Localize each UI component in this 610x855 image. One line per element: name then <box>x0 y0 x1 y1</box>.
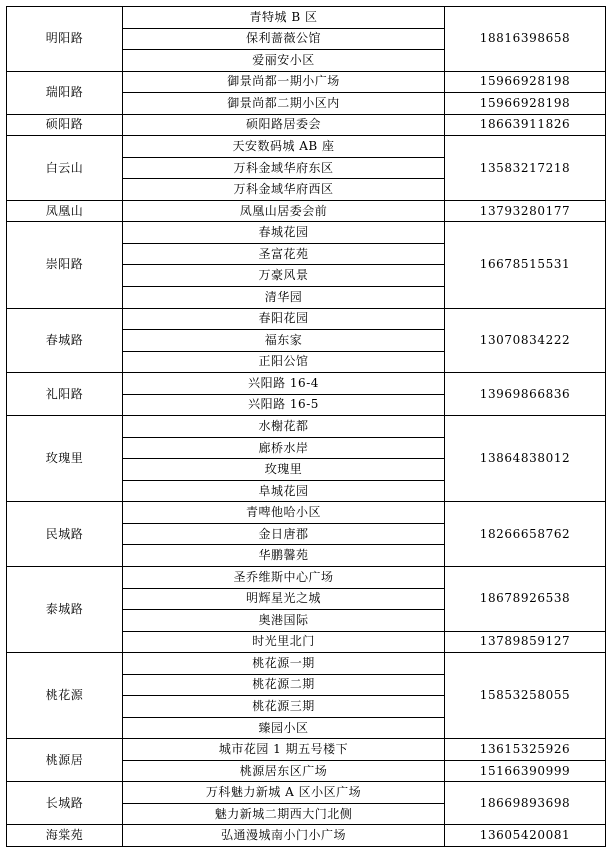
row-divider <box>122 717 445 718</box>
table-border-right <box>605 6 606 847</box>
place-cell: 水榭花都 <box>258 418 309 433</box>
place-cell: 华鹏馨苑 <box>258 548 309 563</box>
row-divider <box>122 49 445 50</box>
row-divider <box>122 523 445 524</box>
place-cell: 阜城花园 <box>258 483 309 498</box>
place-cell: 春城花园 <box>258 225 309 240</box>
place-cell: 兴阳路 16-4 <box>248 375 319 390</box>
place-cell: 保利蔷薇公馆 <box>245 31 321 46</box>
place-cell: 清华园 <box>264 289 303 304</box>
row-divider <box>122 588 445 589</box>
row-divider <box>444 760 606 761</box>
row-divider <box>122 157 445 158</box>
area-cell: 玫瑰里 <box>45 451 84 466</box>
area-cell: 礼阳路 <box>45 386 84 401</box>
row-divider <box>122 760 445 761</box>
place-cell: 金日唐郡 <box>258 526 309 541</box>
area-cell: 白云山 <box>45 160 84 175</box>
area-cell: 瑞阳路 <box>45 85 84 100</box>
phone-cell: 18663911826 <box>479 117 571 132</box>
place-cell: 御景尚都一期小广场 <box>227 74 340 89</box>
row-divider <box>122 437 445 438</box>
place-cell: 春阳花园 <box>258 311 309 326</box>
place-cell: 廊桥水岸 <box>258 440 309 455</box>
place-cell: 臻园小区 <box>258 720 309 735</box>
place-cell: 桃源居东区广场 <box>239 763 328 778</box>
phone-cell: 15853258055 <box>479 688 571 703</box>
phone-cell: 13605420081 <box>479 828 571 843</box>
area-cell: 桃源居 <box>45 752 84 767</box>
phone-cell: 13583217218 <box>479 160 571 175</box>
place-cell: 凤凰山居委会前 <box>239 203 328 218</box>
place-cell: 圣富花苑 <box>258 246 309 261</box>
place-cell: 万科金域华府东区 <box>233 160 334 175</box>
phone-cell: 15166390999 <box>479 763 571 778</box>
area-cell: 崇阳路 <box>45 257 84 272</box>
phone-cell: 18266658762 <box>479 526 571 541</box>
row-divider <box>122 695 445 696</box>
row-divider <box>122 394 445 395</box>
group-divider <box>6 846 606 847</box>
phone-cell: 13969866836 <box>479 386 571 401</box>
place-cell: 万科魅力新城 A 区小区广场 <box>205 785 362 800</box>
phone-cell: 13864838012 <box>479 451 571 466</box>
place-cell: 正阳公馆 <box>258 354 309 369</box>
phone-cell: 13070834222 <box>479 332 571 347</box>
row-divider <box>122 178 445 179</box>
place-cell: 爱丽安小区 <box>252 52 315 67</box>
row-divider <box>122 28 445 29</box>
phone-cell: 13789859127 <box>479 634 571 649</box>
phone-cell: 15966928198 <box>479 95 571 110</box>
row-divider <box>122 286 445 287</box>
phone-cell: 13793280177 <box>479 203 571 218</box>
place-cell: 青啤他哈小区 <box>245 505 321 520</box>
place-cell: 万豪风景 <box>258 268 309 283</box>
row-divider <box>122 544 445 545</box>
place-cell: 桃花源一期 <box>252 655 315 670</box>
row-divider <box>122 264 445 265</box>
place-cell: 御景尚都二期小区内 <box>227 95 340 110</box>
row-divider <box>122 243 445 244</box>
place-cell: 奥港国际 <box>258 612 309 627</box>
place-cell: 万科金域华府西区 <box>233 182 334 197</box>
place-cell: 桃花源三期 <box>252 698 315 713</box>
row-divider <box>122 92 445 93</box>
phone-cell: 13615325926 <box>479 742 571 757</box>
row-divider <box>122 631 445 632</box>
area-cell: 长城路 <box>45 795 84 810</box>
row-divider <box>122 351 445 352</box>
place-cell: 桃花源二期 <box>252 677 315 692</box>
place-cell: 玫瑰里 <box>264 462 303 477</box>
area-cell: 明阳路 <box>45 31 84 46</box>
row-divider <box>122 674 445 675</box>
area-cell: 硕阳路 <box>45 117 84 132</box>
area-cell: 泰城路 <box>45 602 84 617</box>
place-cell: 兴阳路 16-5 <box>248 397 319 412</box>
place-cell: 圣乔维斯中心广场 <box>233 569 334 584</box>
area-cell: 凤凰山 <box>45 203 84 218</box>
area-cell: 民城路 <box>45 526 84 541</box>
place-cell: 魅力新城二期西大门北侧 <box>214 806 353 821</box>
place-cell: 时光里北门 <box>252 634 315 649</box>
phone-cell: 18678926538 <box>479 591 571 606</box>
row-divider <box>122 458 445 459</box>
place-cell: 青特城 B 区 <box>249 9 318 24</box>
place-cell: 硕阳路居委会 <box>245 117 321 132</box>
row-divider <box>122 609 445 610</box>
place-cell: 福东家 <box>264 332 303 347</box>
row-divider <box>444 631 606 632</box>
row-divider <box>122 480 445 481</box>
row-divider <box>444 92 606 93</box>
phone-cell: 18669893698 <box>479 795 571 810</box>
row-divider <box>122 803 445 804</box>
place-cell: 弘通漫城南小门小广场 <box>220 828 346 843</box>
place-cell: 明辉星光之城 <box>245 591 321 606</box>
area-cell: 春城路 <box>45 332 84 347</box>
area-cell: 海棠苑 <box>45 828 84 843</box>
phone-cell: 18816398658 <box>479 31 571 46</box>
phone-cell: 16678515531 <box>479 257 571 272</box>
place-cell: 城市花园 1 期五号楼下 <box>218 742 349 757</box>
phone-cell: 15966928198 <box>479 74 571 89</box>
row-divider <box>122 329 445 330</box>
area-cell: 桃花源 <box>45 688 84 703</box>
place-cell: 天安数码城 AB 座 <box>232 138 335 153</box>
